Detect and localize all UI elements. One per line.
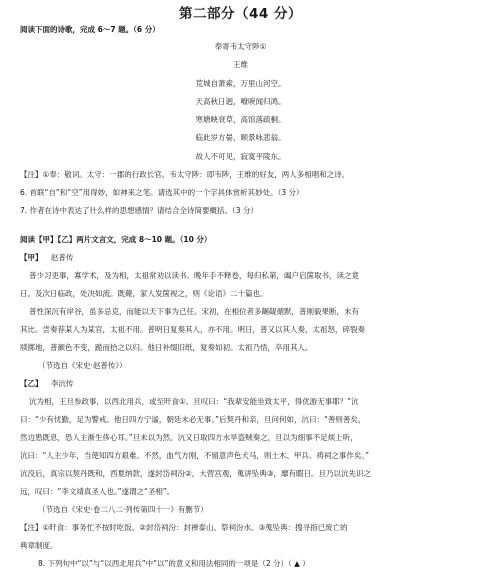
question-6: 6. 首联“自”和“空”用得妙，如神来之笔。请选其中的一个字具体赏析其妙处。（3 分） bbox=[20, 188, 304, 197]
passage-jia-line: 牍掷地，普颜色不变，跪而拾之以归。他日补缀旧纸，复奏如初。太祖乃悟，卒用其人。 bbox=[20, 343, 313, 352]
passage-jia-line: 普少习吏事，寡学术，及为相，太祖常劝以读书。晚年手不释卷，每归私第，阖户启箧取书，读之竟 bbox=[29, 271, 359, 280]
passage-jia-heading bbox=[20, 253, 73, 263]
passage-yi-heading bbox=[20, 379, 73, 389]
poem-line: 寒塘映衰草，高馆落疏桐。 bbox=[195, 115, 286, 124]
question-7: 7. 作者在诗中表达了什么样的思想感情？请结合全诗简要概括。（3 分） bbox=[20, 206, 258, 215]
passage-yi-label: 【乙】 bbox=[20, 379, 43, 388]
passage-yi-line: 远，叹曰：“李文靖真圣人也。”遂谓之“圣相”。 bbox=[20, 487, 175, 496]
passage-jia-line: 普性深沉有岸谷，虽多忌克，而能以天下事为己任。宋初，在相位者多龌龊循默，普刚毅果断，未有 bbox=[29, 307, 359, 316]
question-8: 8. 下列句中“以”与“以西北用兵”中“以”的意义和用法相同的一项是（2 分）（ ▲ ） bbox=[38, 559, 310, 568]
section-title: 第二部分（44 分） bbox=[179, 6, 302, 22]
passage-jia-author: 赵普传 bbox=[50, 253, 74, 262]
poem-line: 天高秋日迥，嘹唳闻归鸿。 bbox=[195, 97, 286, 106]
passage-yi-line: 沆没后，真宗以契丹既和，西夏纳款，遂封岱祠汾②，大营宫观，蒐讲坠典③，靡有暇日。旦乃以沆先识之 bbox=[20, 469, 371, 478]
passage-jia-source: （节选自《宋史·赵普传》） bbox=[38, 361, 127, 370]
passage-yi-author: 李沆传 bbox=[50, 379, 74, 388]
poem-instruction: 阅读下面的诗歌，完成 6～7 题。（6 分） bbox=[20, 25, 160, 34]
poem-author: 王维 bbox=[233, 60, 248, 69]
poem-note: 【注】①奉：敬词。太守：一郡的行政长官。韦太守陟：即韦陟，王维的好友，两人多相唱和之诗。 bbox=[20, 170, 350, 179]
poem-line: 故人不可见，寂寞平陵东。 bbox=[195, 152, 286, 161]
poem-line: 临此岁方晏，顾景咏悲翁。 bbox=[195, 133, 286, 142]
poem-title: 奉寄韦太守陟① bbox=[214, 42, 267, 51]
prose-instruction: 阅读【甲】【乙】两片文言文，完成 8～10 题。（10 分） bbox=[20, 235, 212, 244]
poem-line: 荒城自萧索，万里山河空。 bbox=[195, 79, 286, 88]
passage-jia-label: 【甲】 bbox=[20, 253, 43, 262]
passage-jia-line: 日。及次日临政，处决如流。既薨，家人发箧视之，则《论语》二十篇也。 bbox=[20, 289, 268, 298]
passage-yi-line: 然边患既息，恐人主渐生侈心耳。”旦未以为然。沆又日取四方水旱盗贼奏之，旦以为细事不足烦上听， bbox=[20, 433, 358, 442]
passage-yi-line: 曰：“少有忧勤，足为警戒。他日四方宁谧，朝廷未必无事。”后契丹和亲，旦问何如，沆曰：“善则善矣， bbox=[20, 415, 366, 424]
passage-yi-line: 沆为相，王旦参政事，以西北用兵，或至旰食①。旦叹曰：“我辈安能坐致太平，得优游无事耶？”沆 bbox=[29, 397, 359, 406]
prose-note: 【注】①旰食：事务忙不按时吃饭。②封岱祠汾：封禅泰山、祭祠汾水。③蒐坠典：搜寻指已废亡的 bbox=[20, 523, 348, 532]
passage-jia-line: 其比。尝奏荐某人为某官，太祖不用。普明日复奏其人，亦不用。明日，普又以其人奏，太祖怒，碎裂奏 bbox=[20, 325, 365, 334]
prose-note: 典章制度。 bbox=[20, 541, 58, 550]
passage-yi-source: （节选自《宋史·卷二八二·列传第四十一》有删节） bbox=[38, 505, 208, 514]
passage-yi-line: 沆曰：“人主少年，当使知四方艰难。不然，血气方刚，不留意声色犬马，则土木、甲兵、祷祠之事作矣。” bbox=[20, 451, 370, 460]
